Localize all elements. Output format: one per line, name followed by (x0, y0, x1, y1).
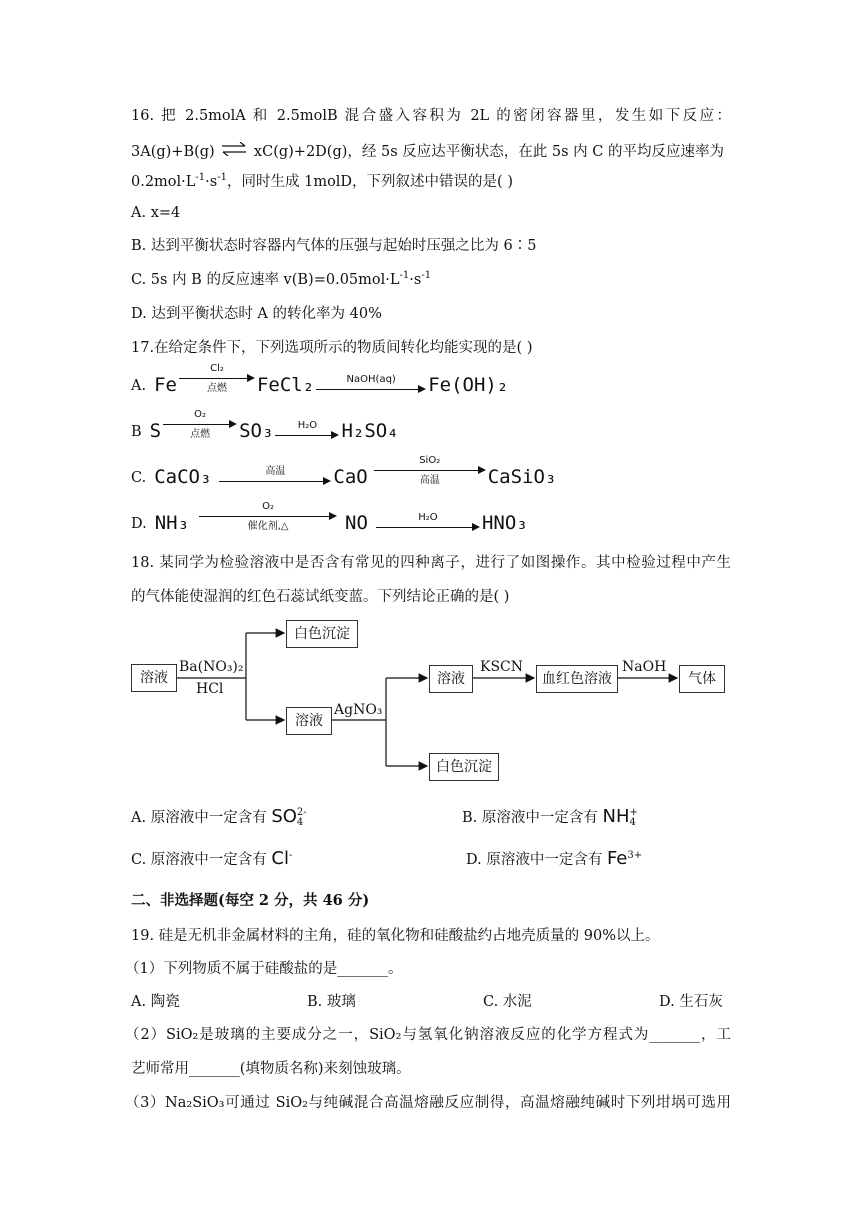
q18-option-b-ion: NH (602, 806, 630, 827)
flow-white-precipitate-2: 白色沉淀 (429, 753, 499, 781)
q16-rate-unit: 0.2mol·L (131, 174, 196, 190)
q18-option-c (131, 848, 292, 869)
q17-a-arrow1-bottom: 点燃 (206, 383, 227, 394)
q19-part1: （1）下列物质不属于硅酸盐的是_______。 (125, 961, 403, 977)
q17-c-species2: CaO (333, 466, 368, 488)
q19-part2-line2: 艺师常用_______(填物质名称)来刻蚀玻璃。 (131, 1061, 411, 1077)
q18-option-b-subscript: 4 (629, 817, 636, 828)
q17-c-arrow2-top: SiO₂ (419, 455, 441, 466)
q16-option-c-text: C. 5s 内 B 的反应速率 v(B)=0.05mol·L (131, 272, 400, 288)
q16-option-c-sup1: -1 (399, 270, 410, 282)
q17-c-label: C. (131, 470, 147, 486)
flow-reagent1-top: Ba(NO₃)₂ (179, 659, 244, 675)
q18-line2: 的气体能使湿润的红色石蕊试纸变蓝。下列结论正确的是( ) (131, 589, 510, 605)
q16-option-b: B. 达到平衡状态时容器内气体的压强与起始时压强之比为 6∶5 (131, 238, 537, 254)
q17-d-species2: NO (345, 512, 368, 534)
q18-option-c-text: C. 原溶液中一定含有 (131, 852, 267, 868)
q16-sup1: -1 (195, 172, 206, 184)
q17-c-species1: CaCO₃ (154, 466, 212, 488)
q18-option-b-charge: + (629, 807, 638, 818)
q17-c-arrow2-bottom: 高温 (419, 475, 440, 486)
q16-line3-rest: ，同时生成 1molD，下列叙述中错误的是( ) (226, 174, 513, 190)
q18-line1: 18. 某同学为检验溶液中是否含有常见的四种离子，进行了如图操作。其中检验过程中产生 (131, 555, 731, 571)
q17-a-species2: FeCl₂ (256, 374, 315, 396)
flow-reagent4: NaOH (622, 659, 667, 675)
q16-option-c-sup2: -1 (421, 270, 432, 282)
flow-solution-3: 溶液 (429, 665, 473, 693)
q17-a-label: A. (131, 378, 147, 394)
q16-option-c-s: ·s (409, 272, 422, 288)
flow-start-solution: 溶液 (131, 664, 177, 692)
flow-reagent1-bottom: HCl (196, 681, 224, 697)
q18-option-b (462, 806, 638, 828)
q18-option-a-subscript: 4 (296, 817, 304, 828)
q16-option-a: A. x=4 (131, 205, 181, 221)
q18-option-d (466, 848, 642, 869)
flow-reagent3: KSCN (480, 659, 524, 675)
q19-choice-b: B. 玻璃 (307, 994, 356, 1010)
q18-option-a-ion: SO (271, 806, 297, 827)
q19-part3-line1: （3）Na₂SiO₃可通过 SiO₂与纯碱混合高温熔融反应制得，高温熔融纯碱时下列坩埚可选用 (125, 1095, 731, 1111)
q17-d-arrow1-top: O₂ (262, 501, 274, 512)
q17-d-species1: NH₃ (154, 512, 190, 534)
q18-option-c-charge: - (288, 850, 293, 862)
flow-gas: 气体 (679, 665, 725, 693)
q19-choice-c: C. 水泥 (483, 994, 532, 1010)
q17-b-species1: S (149, 420, 162, 442)
q17-d-arrow2-top: H₂O (418, 512, 438, 523)
q16-eq-right: xC(g)+2D(g)，经 5s 反应达平衡状态，在此 5s 内 C 的平均反应速率为 (253, 144, 724, 160)
q17-a-species1: Fe (154, 374, 177, 396)
q19-choice-d: D. 生石灰 (659, 994, 723, 1010)
flow-blood-red-solution: 血红色溶液 (536, 665, 618, 693)
q17-d-species3: HNO₃ (481, 512, 528, 534)
q17-b-label: B (131, 424, 142, 440)
q17-c-arrow1-top: 高温 (265, 466, 286, 477)
q16-line1: 16. 把 2.5molA 和 2.5molB 混合盛入容积为 2L 的密闭容器里，发生如下反应： (131, 108, 731, 124)
q18-option-c-ion: Cl (271, 848, 289, 869)
q17-b-species2: SO₃ (239, 420, 274, 442)
q16-rate-unit-s: ·s (205, 174, 218, 190)
q18-option-a (131, 806, 307, 828)
flow-white-precipitate-1: 白色沉淀 (286, 620, 358, 648)
q16-option-d: D. 达到平衡状态时 A 的转化率为 40% (131, 306, 382, 322)
q17-stem: 17.在给定条件下，下列选项所示的物质间转化均能实现的是( ) (131, 340, 533, 356)
q17-d-arrow1-bottom: 催化剂,△ (247, 521, 289, 532)
q18-option-b-text: B. 原溶液中一定含有 (462, 810, 598, 826)
section-2-heading: 二、非选择题(每空 2 分，共 46 分) (131, 892, 370, 909)
flow-solution-2: 溶液 (286, 707, 332, 735)
q17-b-species3: H₂SO₄ (341, 420, 399, 442)
q17-a-species3: Fe(OH)₂ (428, 374, 509, 396)
q16-eq-left: 3A(g)+B(g) (131, 144, 215, 160)
q19-stem: 19. 硅是无机非金属材料的主角，硅的氧化物和硅酸盐约占地壳质量的 90%以上。 (131, 928, 660, 944)
q18-option-a-charge: 2- (296, 807, 307, 818)
q18-option-d-ion: Fe (606, 848, 628, 869)
flow-reagent2: AgNO₃ (334, 702, 383, 718)
q17-b-arrow2-top: H₂O (297, 420, 318, 431)
q18-option-d-text: D. 原溶液中一定含有 (466, 852, 603, 868)
q17-b-arrow1-top: O₂ (194, 409, 207, 420)
q19-part2-line1: （2）SiO₂是玻璃的主要成分之一，SiO₂与氢氧化钠溶液反应的化学方程式为_______，工 (125, 1027, 731, 1043)
q18-option-d-charge: 3+ (627, 850, 643, 862)
q17-a-arrow2-top: NaOH(aq) (346, 374, 396, 385)
q19-choice-a: A. 陶瓷 (131, 994, 180, 1010)
q17-c-species3: CaSiO₃ (487, 466, 557, 488)
q16-sup2: -1 (217, 172, 227, 184)
q17-a-arrow1-top: Cl₂ (210, 363, 224, 374)
q18-option-a-text: A. 原溶液中一定含有 (131, 810, 267, 826)
q17-b-arrow1-bottom: 点燃 (190, 429, 211, 440)
q17-d-label: D. (131, 516, 147, 532)
